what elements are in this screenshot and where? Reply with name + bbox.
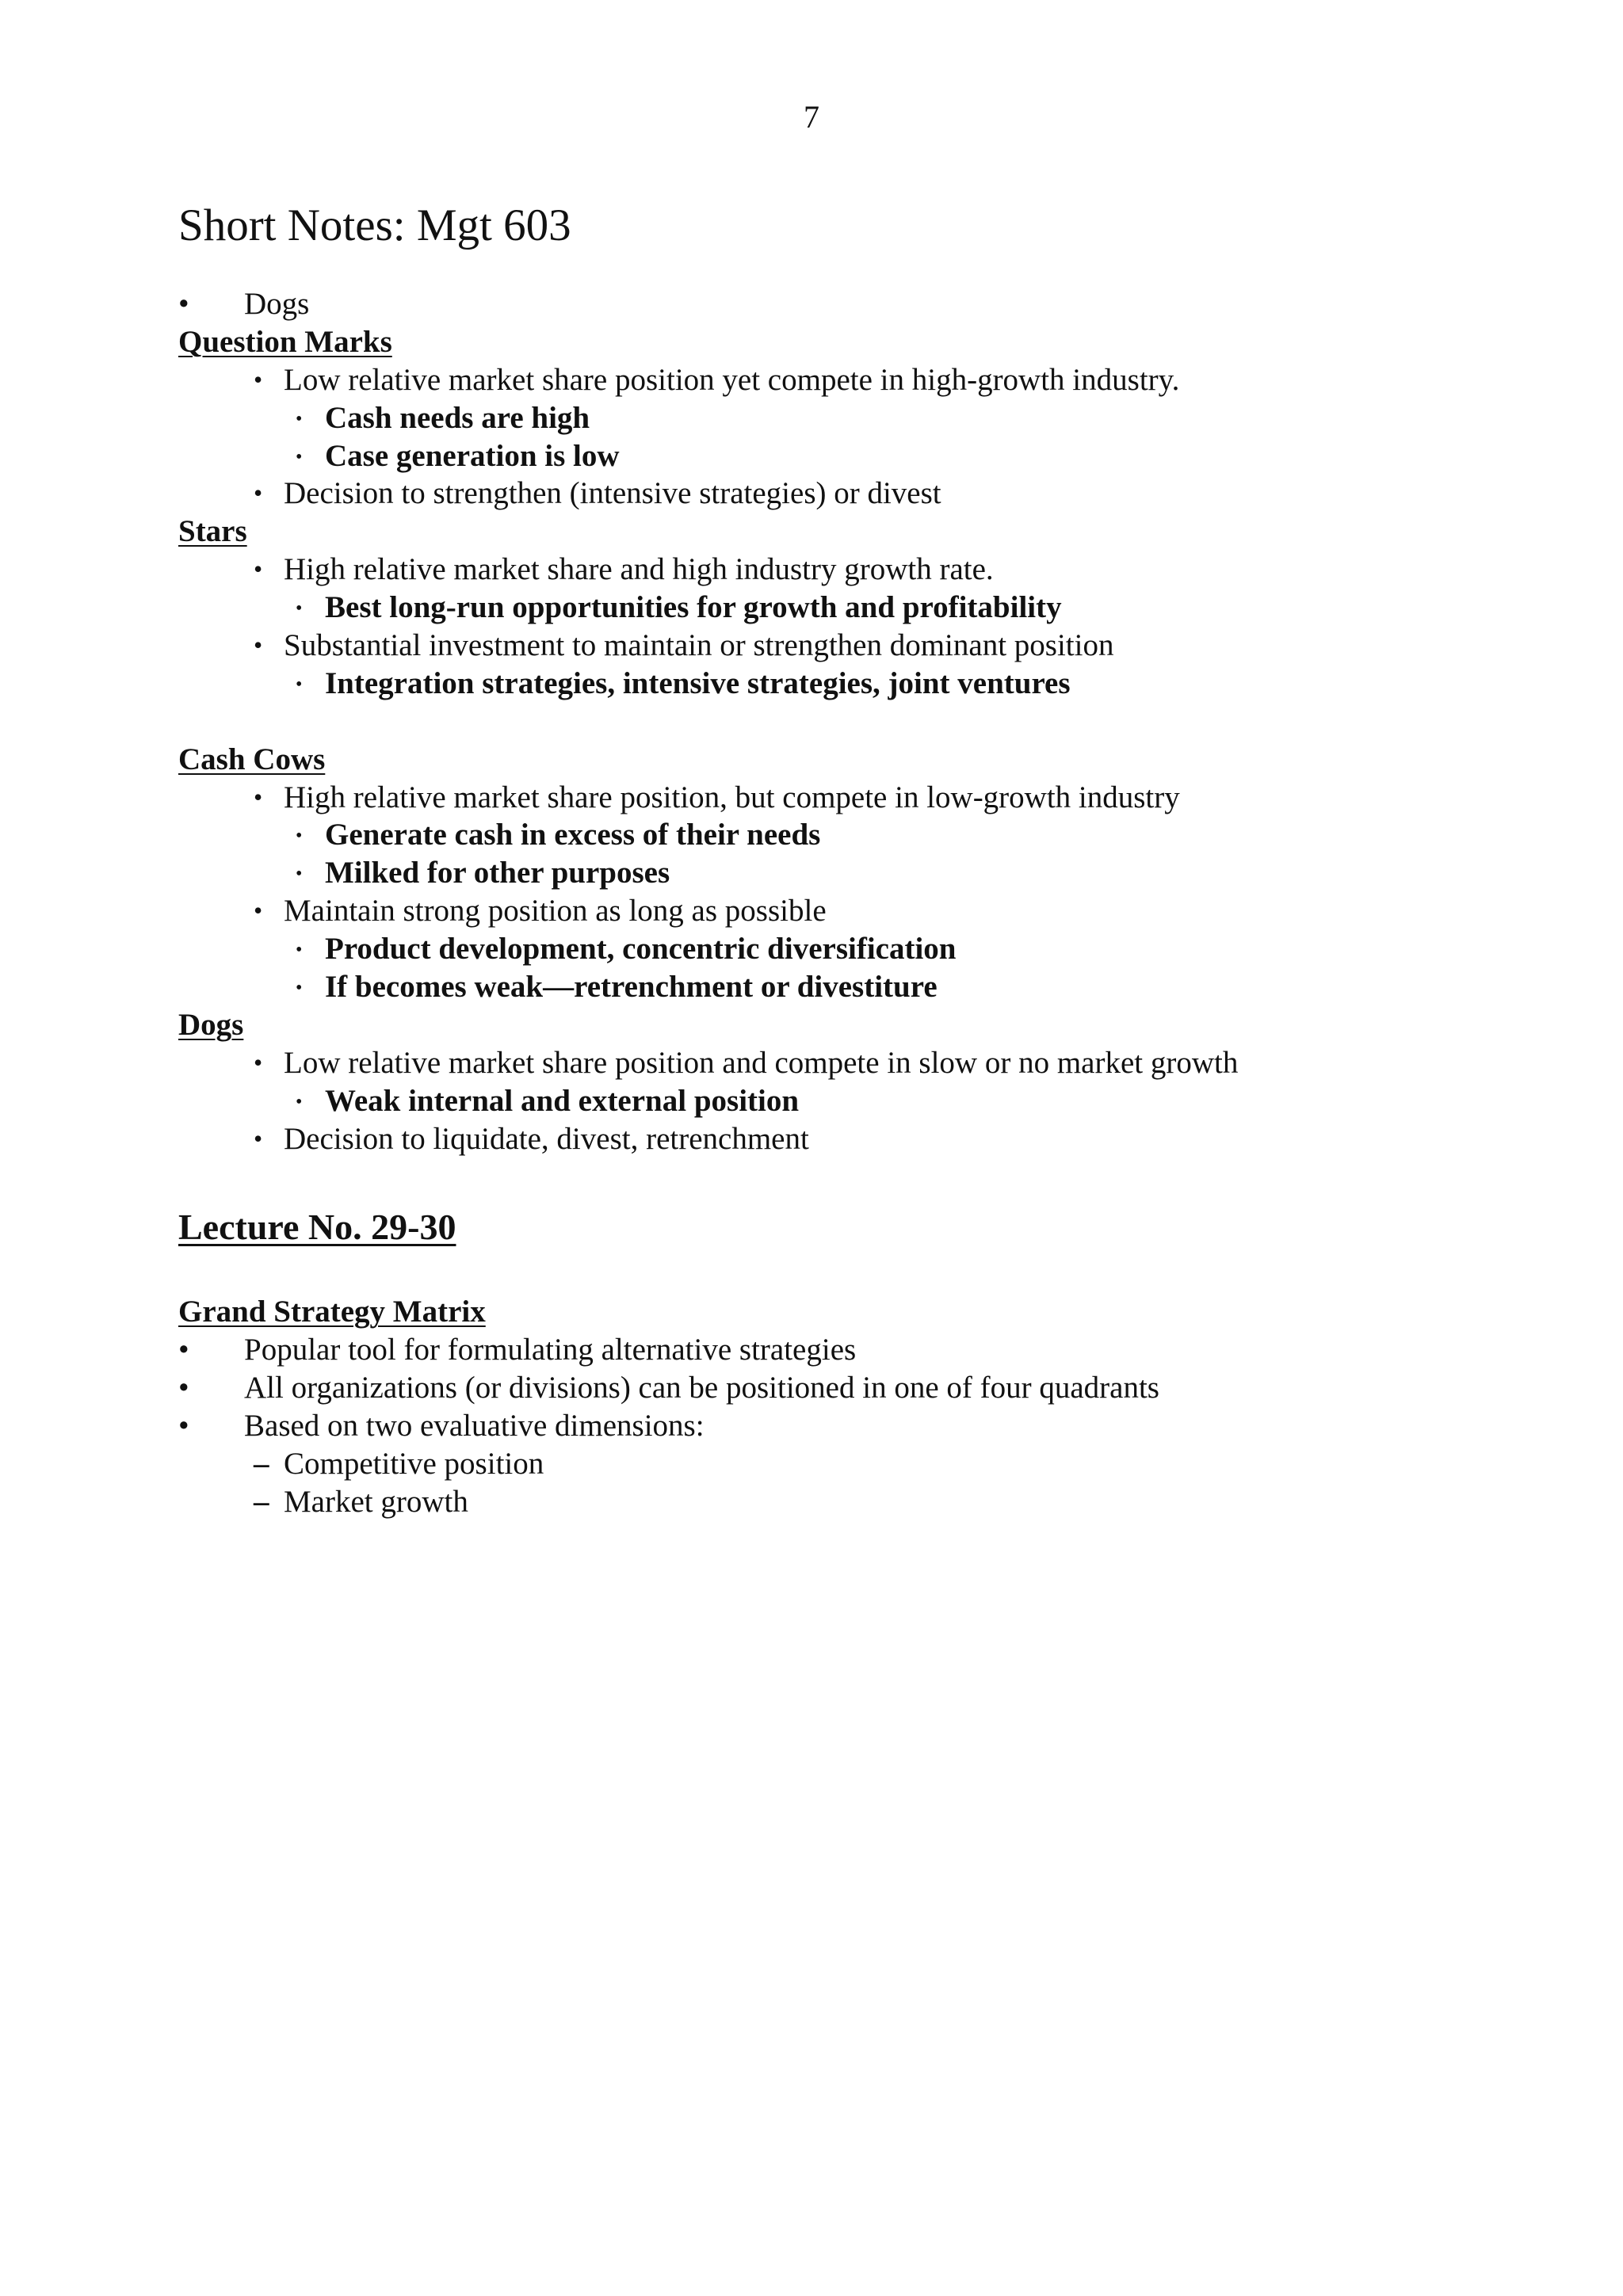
bullet-icon: • [296, 940, 303, 961]
section-heading-text: Cash Cows [178, 742, 326, 776]
section-heading-grand-strategy-matrix [178, 1293, 1478, 1331]
list-item [178, 779, 1478, 817]
list-item [178, 361, 1478, 399]
section-heading-text: Dogs [178, 1007, 244, 1042]
bullet-icon: • [296, 673, 303, 695]
bullet-icon: • [296, 978, 303, 999]
list-item [178, 475, 1478, 513]
dash-icon: – [254, 1447, 269, 1482]
list-item-text: Based on two evaluative dimensions: [244, 1409, 705, 1444]
bullet-icon: • [296, 408, 303, 429]
list-item-text: Low relative market share position yet compete in high-growth industry. [284, 362, 1180, 397]
list-item-text: Competitive position [284, 1447, 544, 1482]
list-item [178, 589, 1478, 627]
page-number: 7 [804, 99, 819, 135]
list-item-text: Weak internal and external position [325, 1083, 800, 1118]
list-item-text: Case generation is low [325, 438, 620, 473]
list-item [178, 968, 1478, 1006]
list-item-text: Integration strategies, intensive strategies, joint ventures [325, 666, 1071, 700]
section-heading-text: Grand Strategy Matrix [178, 1295, 486, 1329]
list-item [178, 399, 1478, 437]
list-item [178, 892, 1478, 930]
list-item-text: Generate cash in excess of their needs [325, 818, 821, 852]
bullet-icon: • [254, 631, 263, 660]
list-item [178, 665, 1478, 703]
bullet-icon: • [178, 1333, 189, 1367]
lecture-heading-text: Lecture No. 29-30 [178, 1207, 456, 1248]
bullet-icon: • [296, 864, 303, 885]
list-item-text: High relative market share and high industry growth rate. [284, 552, 994, 587]
list-item-text: Decision to strengthen (intensive strategies) or divest [284, 476, 941, 511]
list-item [178, 1120, 1478, 1158]
bullet-icon: • [296, 598, 303, 620]
bullet-icon: • [178, 1371, 189, 1405]
section-heading-cash-cows [178, 741, 1478, 779]
bullet-icon: • [178, 287, 189, 321]
list-item [178, 551, 1478, 589]
list-item [178, 1445, 1478, 1483]
bullet-icon: • [254, 782, 263, 811]
spacer [178, 1158, 1478, 1205]
bullet-icon: • [254, 364, 263, 394]
section-heading-dogs [178, 1006, 1478, 1044]
list-item-text: Decision to liquidate, divest, retrenchment [284, 1121, 809, 1156]
list-item [178, 816, 1478, 854]
list-item [178, 285, 1478, 323]
list-item [178, 1407, 1478, 1445]
list-item-text: Best long-run opportunities for growth and profitability [325, 590, 1062, 625]
list-item-text: Dogs [244, 287, 310, 321]
document-title: Short Notes: Mgt 603 [178, 200, 571, 250]
list-item-text: Substantial investment to maintain or strengthen dominant position [284, 628, 1114, 663]
bullet-icon: • [254, 479, 263, 508]
list-item [178, 930, 1478, 968]
section-heading-stars [178, 513, 1478, 551]
dash-icon: – [254, 1484, 269, 1519]
list-item [178, 437, 1478, 475]
list-item [178, 1369, 1478, 1407]
document-body [178, 285, 1478, 1521]
list-item-text: Cash needs are high [325, 400, 590, 435]
section-heading-text: Question Marks [178, 324, 392, 359]
spacer [178, 1249, 1478, 1293]
section-heading-text: Stars [178, 514, 247, 549]
list-item-text: Low relative market share position and compete in slow or no market growth [284, 1045, 1239, 1080]
bullet-icon: • [296, 446, 303, 467]
lecture-heading [178, 1205, 1478, 1249]
spacer [178, 703, 1478, 741]
bullet-icon: • [254, 1047, 263, 1077]
bullet-icon: • [254, 1123, 263, 1153]
section-heading-question-marks [178, 323, 1478, 361]
list-item-text: Product development, concentric diversification [325, 932, 957, 967]
bullet-icon: • [178, 1409, 189, 1444]
list-item [178, 854, 1478, 892]
list-item [178, 1331, 1478, 1369]
list-item [178, 1483, 1478, 1521]
list-item [178, 1044, 1478, 1082]
list-item-text: Popular tool for formulating alternative strategies [244, 1333, 857, 1367]
bullet-icon: • [296, 826, 303, 847]
bullet-icon: • [296, 1091, 303, 1112]
list-item-text: All organizations (or divisions) can be positioned in one of four quadrants [244, 1371, 1159, 1405]
list-item-text: If becomes weak—retrenchment or divestiture [325, 970, 938, 1005]
bullet-icon: • [254, 555, 263, 584]
list-item [178, 1082, 1478, 1120]
list-item-text: Maintain strong position as long as possible [284, 894, 827, 929]
bullet-icon: • [254, 896, 263, 925]
list-item-text: Milked for other purposes [325, 856, 670, 891]
list-item-text: Market growth [284, 1484, 468, 1519]
list-item [178, 627, 1478, 665]
list-item-text: High relative market share position, but compete in low-growth industry [284, 780, 1180, 814]
